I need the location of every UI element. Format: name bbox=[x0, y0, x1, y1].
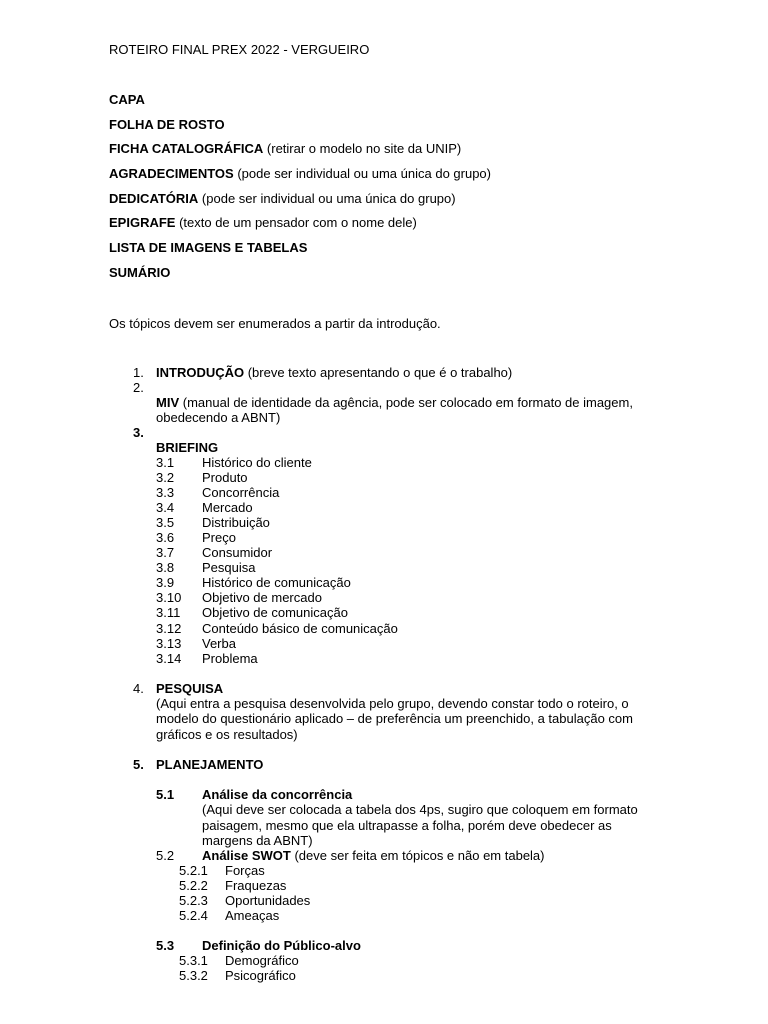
briefing-item-label: Objetivo de mercado bbox=[202, 590, 322, 605]
section-miv bbox=[156, 395, 633, 410]
section-number: 3. bbox=[133, 425, 144, 440]
subsection-note-line: paisagem, mesmo que ela ultrapasse a folha, porém deve obedecer as bbox=[202, 818, 612, 833]
audience-item-label: Psicográfico bbox=[225, 968, 296, 983]
briefing-item-label: Objetivo de comunicação bbox=[202, 605, 348, 620]
section-number: 1. bbox=[133, 365, 144, 380]
briefing-item-number: 3.7 bbox=[156, 545, 175, 560]
front-matter-label: LISTA DE IMAGENS E TABELAS bbox=[109, 240, 308, 255]
swot-item-number: 5.2.4 bbox=[179, 908, 208, 923]
briefing-item-number: 3.3 bbox=[156, 485, 175, 500]
subsection-note-line: (Aqui deve ser colocada a tabela dos 4ps, sugiro que coloquem em formato bbox=[202, 802, 638, 817]
briefing-item-label: Histórico do cliente bbox=[202, 455, 312, 470]
swot-item-label: Oportunidades bbox=[225, 893, 311, 908]
document-title: ROTEIRO FINAL PREX 2022 - VERGUEIRO bbox=[109, 42, 370, 57]
section-title: PLANEJAMENTO bbox=[156, 757, 264, 772]
subsection-number: 5.2 bbox=[156, 848, 175, 863]
subsection-note: (deve ser feita em tópicos e não em tabela) bbox=[290, 848, 545, 863]
front-matter-label: SUMÁRIO bbox=[109, 265, 171, 280]
briefing-item-label: Problema bbox=[202, 651, 258, 666]
briefing-item-label: Verba bbox=[202, 636, 236, 651]
section-number: 2. bbox=[133, 380, 144, 395]
front-matter-agradecimentos bbox=[109, 166, 491, 181]
section-title: BRIEFING bbox=[156, 440, 219, 455]
swot-item-label: Fraquezas bbox=[225, 878, 287, 893]
front-matter-label: FICHA CATALOGRÁFICA bbox=[109, 141, 264, 156]
briefing-item-number: 3.4 bbox=[156, 500, 175, 515]
section-note: (breve texto apresentando o que é o trabalho) bbox=[244, 365, 513, 380]
briefing-item-label: Preço bbox=[202, 530, 236, 545]
subsection-swot bbox=[202, 848, 545, 863]
front-matter-label: EPIGRAFE bbox=[109, 215, 176, 230]
briefing-item-number: 3.10 bbox=[156, 590, 182, 605]
front-matter-capa bbox=[109, 92, 145, 107]
briefing-item-label: Produto bbox=[202, 470, 248, 485]
briefing-item-number: 3.6 bbox=[156, 530, 175, 545]
briefing-item-label: Mercado bbox=[202, 500, 253, 515]
front-matter-folha-de-rosto bbox=[109, 117, 225, 132]
swot-item-label: Forças bbox=[225, 863, 265, 878]
briefing-item-number: 3.14 bbox=[156, 651, 182, 666]
front-matter-sumario bbox=[109, 265, 170, 280]
briefing-item-label: Consumidor bbox=[202, 545, 273, 560]
front-matter-note: (pode ser individual ou uma única do grupo) bbox=[233, 166, 491, 181]
front-matter-dedicatoria bbox=[109, 191, 456, 206]
section-note: (manual de identidade da agência, pode ser colocado em formato de imagem, bbox=[179, 395, 633, 410]
section-title: INTRODUÇÃO bbox=[156, 365, 245, 380]
audience-item-label: Demográfico bbox=[225, 953, 299, 968]
briefing-item-number: 3.9 bbox=[156, 575, 175, 590]
front-matter-label: CAPA bbox=[109, 92, 145, 107]
subsection-number: 5.3 bbox=[156, 938, 175, 953]
subsection-note-line: margens da ABNT) bbox=[202, 833, 313, 848]
section-number: 5. bbox=[133, 757, 144, 772]
front-matter-note: (retirar o modelo no site da UNIP) bbox=[263, 141, 462, 156]
swot-item-label: Ameaças bbox=[225, 908, 280, 923]
swot-item-number: 5.2.2 bbox=[179, 878, 208, 893]
topics-note: Os tópicos devem ser enumerados a partir da introdução. bbox=[109, 316, 441, 331]
briefing-item-number: 3.2 bbox=[156, 470, 175, 485]
front-matter-label: FOLHA DE ROSTO bbox=[109, 117, 225, 132]
front-matter-label: AGRADECIMENTOS bbox=[109, 166, 234, 181]
front-matter-note: (texto de um pensador com o nome dele) bbox=[175, 215, 417, 230]
section-note-line: modelo do questionário aplicado – de preferência um preenchido, a tabulação com bbox=[156, 711, 633, 726]
briefing-item-label: Distribuição bbox=[202, 515, 270, 530]
front-matter-ficha-catalografica bbox=[109, 141, 461, 156]
front-matter-lista-imagens bbox=[109, 240, 307, 255]
section-number: 4. bbox=[133, 681, 144, 696]
section-title: PESQUISA bbox=[156, 681, 224, 696]
briefing-item-label: Conteúdo básico de comunicação bbox=[202, 621, 398, 636]
subsection-title: Análise da concorrência bbox=[202, 787, 353, 802]
front-matter-note: (pode ser individual ou uma única do grupo) bbox=[198, 191, 456, 206]
front-matter-epigrafe bbox=[109, 215, 417, 230]
section-note-line: gráficos e os resultados) bbox=[156, 727, 298, 742]
section-title: MIV bbox=[156, 395, 180, 410]
subsection-title: Análise SWOT bbox=[202, 848, 291, 863]
briefing-item-number: 3.8 bbox=[156, 560, 175, 575]
briefing-item-number: 3.13 bbox=[156, 636, 182, 651]
section-note-line: obedecendo a ABNT) bbox=[156, 410, 281, 425]
briefing-item-number: 3.1 bbox=[156, 455, 175, 470]
front-matter-label: DEDICATÓRIA bbox=[109, 191, 199, 206]
section-introducao bbox=[156, 365, 512, 380]
briefing-item-number: 3.11 bbox=[156, 605, 181, 620]
audience-item-number: 5.3.1 bbox=[179, 953, 208, 968]
audience-item-number: 5.3.2 bbox=[179, 968, 208, 983]
section-note-line: (Aqui entra a pesquisa desenvolvida pelo grupo, devendo constar todo o roteiro, o bbox=[156, 696, 629, 711]
swot-item-number: 5.2.3 bbox=[179, 893, 208, 908]
subsection-number: 5.1 bbox=[156, 787, 175, 802]
subsection-title: Definição do Público-alvo bbox=[202, 938, 361, 953]
briefing-item-label: Pesquisa bbox=[202, 560, 256, 575]
briefing-item-number: 3.12 bbox=[156, 621, 182, 636]
briefing-item-label: Histórico de comunicação bbox=[202, 575, 351, 590]
swot-item-number: 5.2.1 bbox=[179, 863, 208, 878]
briefing-item-number: 3.5 bbox=[156, 515, 175, 530]
briefing-item-label: Concorrência bbox=[202, 485, 280, 500]
